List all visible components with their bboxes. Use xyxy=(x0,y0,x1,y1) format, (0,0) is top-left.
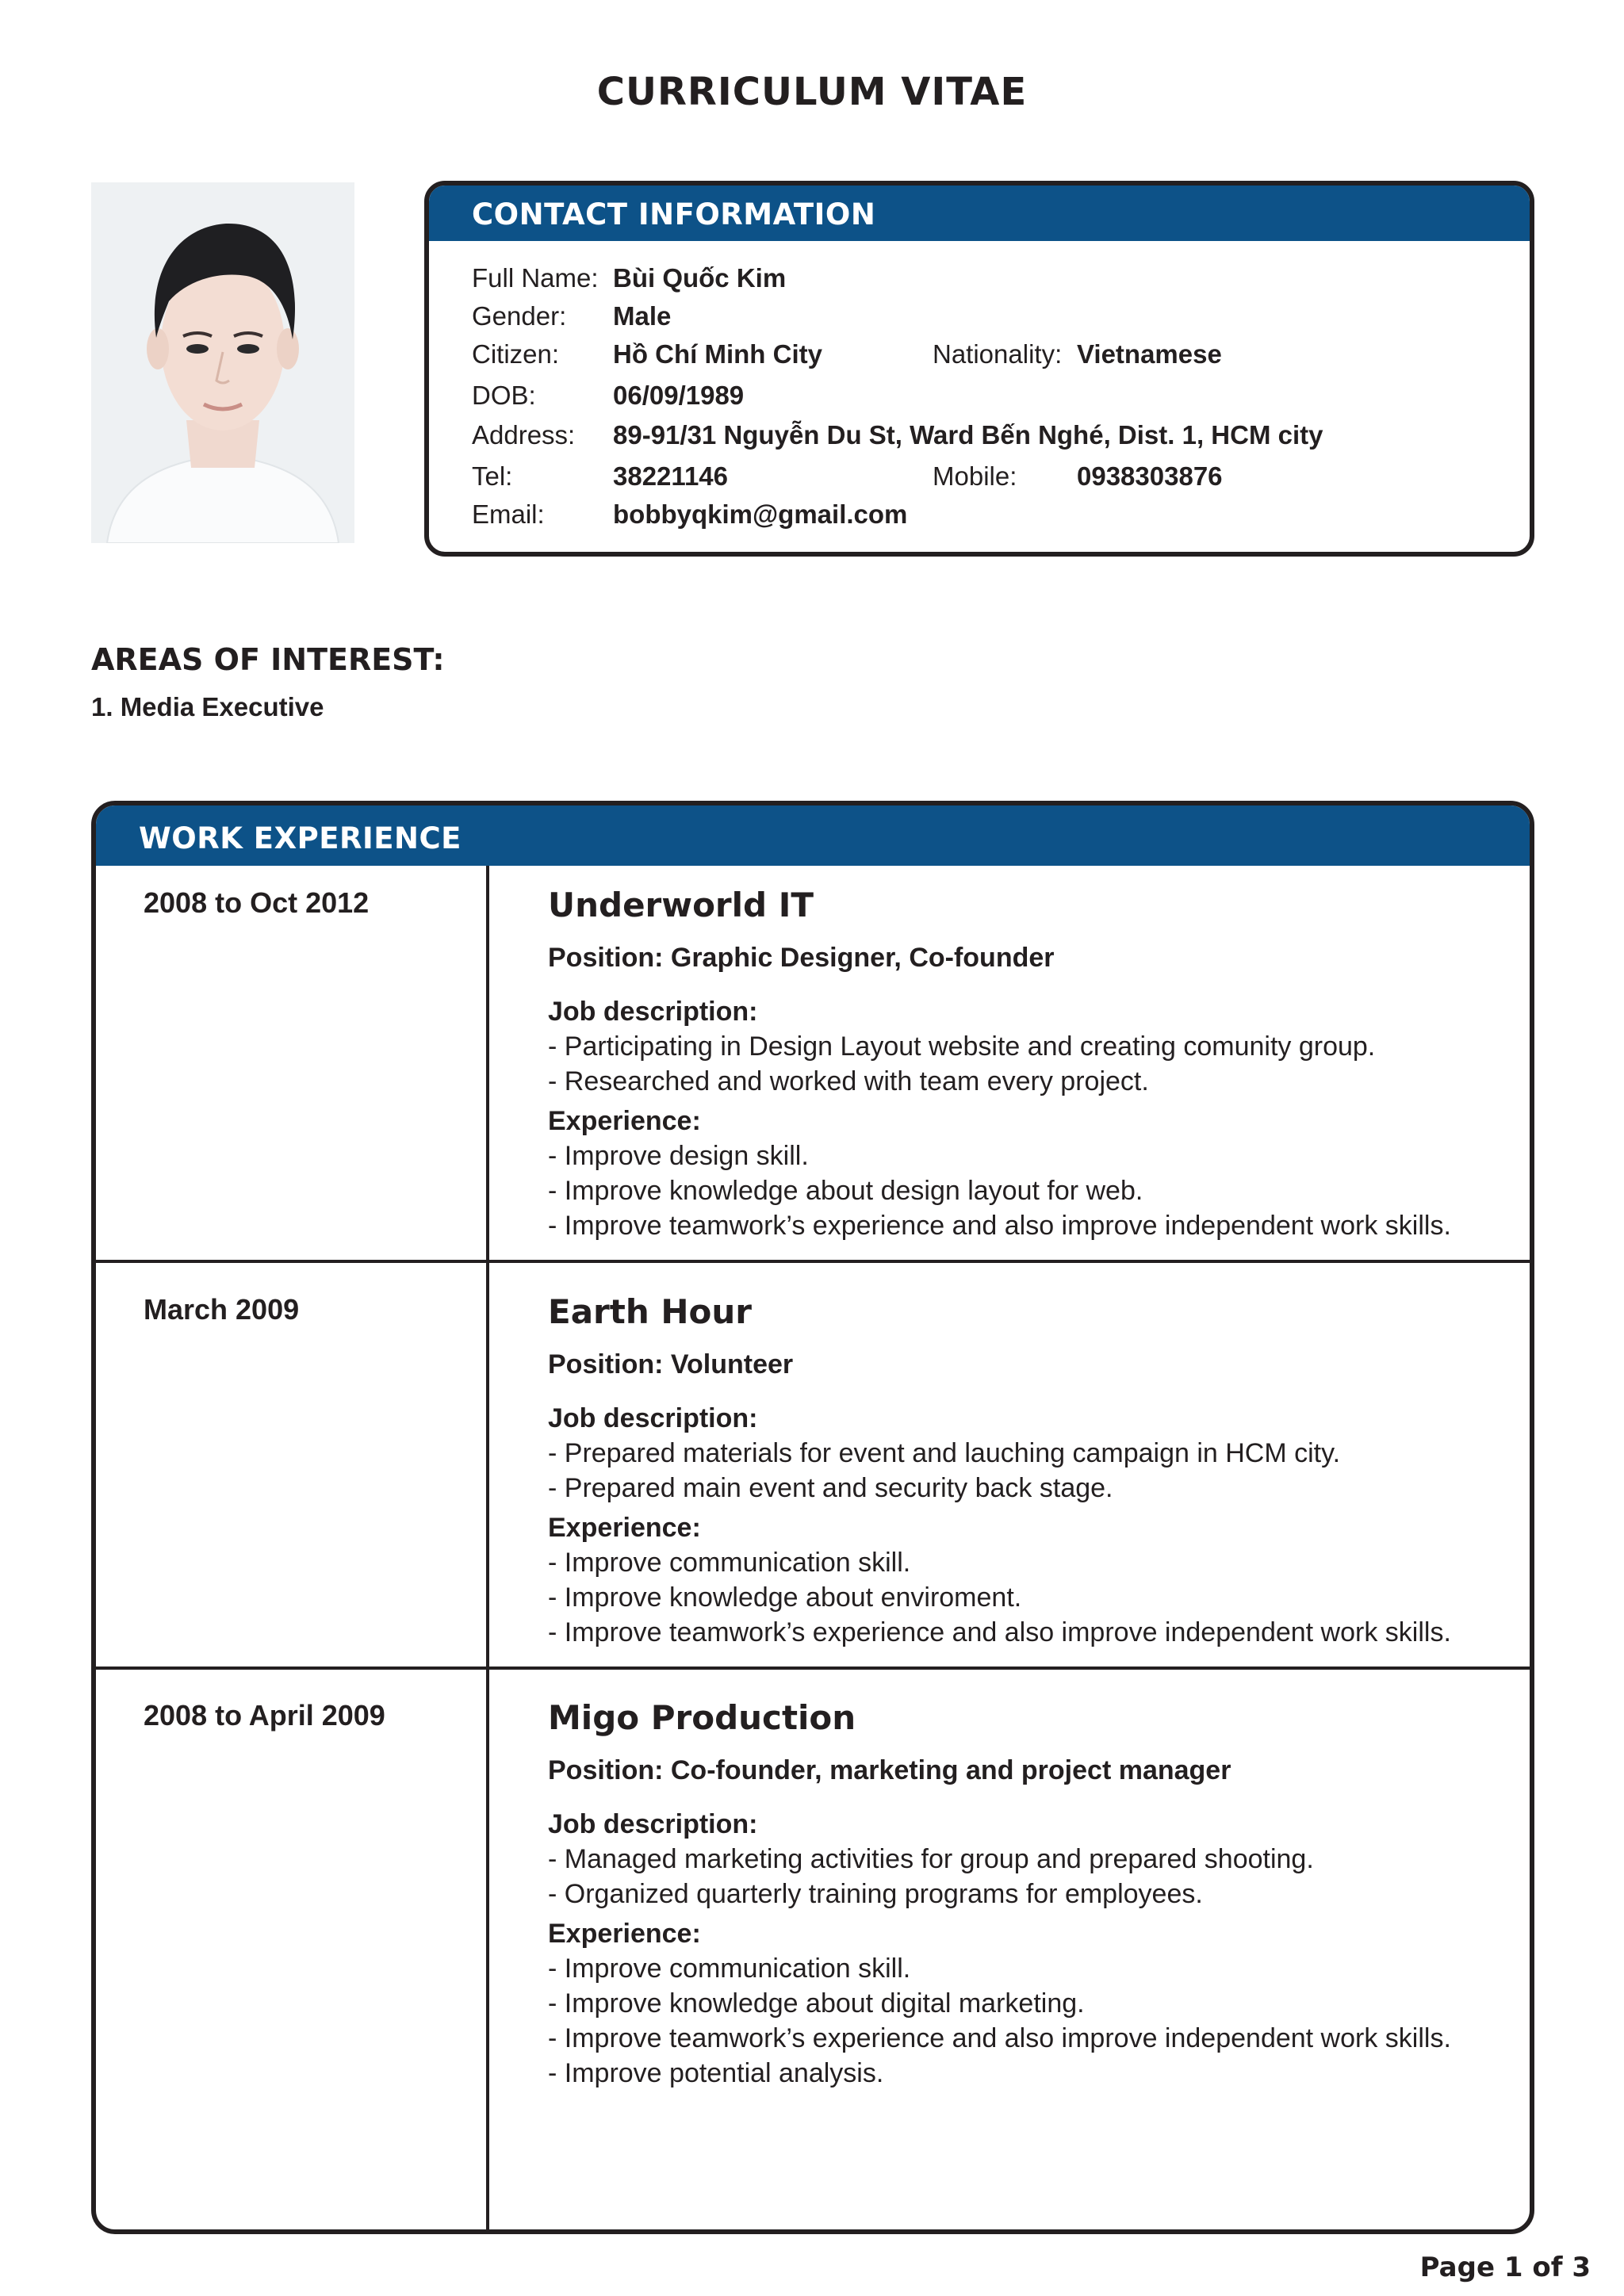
contact-information-box xyxy=(424,181,1534,557)
company-name: Earth Hour xyxy=(548,1292,752,1331)
experience-line: - Improve teamwork’s experience and also improve independent work skills. xyxy=(548,1211,1451,1241)
interest-item: 1. Media Executive xyxy=(91,692,324,721)
experience-line: - Improve communication skill. xyxy=(548,1548,911,1578)
company-name: Migo Production xyxy=(548,1698,856,1737)
experience-line: - Improve teamwork’s experience and also improve independent work skills. xyxy=(548,1617,1451,1647)
work-experience-box xyxy=(91,801,1534,2234)
company-name: Underworld IT xyxy=(548,886,814,924)
citizen-label: Citizen: xyxy=(472,339,560,369)
entry-content xyxy=(548,886,1514,1243)
mobile-label: Mobile: xyxy=(933,461,1017,491)
job-description-line: - Researched and worked with team every project. xyxy=(548,1066,1149,1096)
citizen-value: Hồ Chí Minh City xyxy=(613,339,822,369)
job-description-line: - Prepared main event and security back stage. xyxy=(548,1473,1113,1503)
position: Position: Volunteer xyxy=(548,1349,794,1380)
contact-information-header: CONTACT INFORMATION xyxy=(429,186,1530,241)
tel-value: 38221146 xyxy=(613,461,729,491)
entry-content xyxy=(548,1293,1514,1650)
nationality-value: Vietnamese xyxy=(1077,339,1222,369)
address-label: Address: xyxy=(472,420,576,450)
experience-label: Experience: xyxy=(548,1106,701,1136)
full-name-value: Bùi Quốc Kim xyxy=(613,263,787,293)
job-description-label: Job description: xyxy=(548,1809,758,1839)
experience-line: - Improve design skill. xyxy=(548,1141,809,1171)
experience-line: - Improve knowledge about enviroment. xyxy=(548,1582,1022,1613)
document-title: CURRICULUM VITAE xyxy=(596,70,1028,114)
entry-date: 2008 to Oct 2012 xyxy=(144,886,370,919)
dob-label: DOB: xyxy=(472,381,536,410)
job-description-label: Job description: xyxy=(548,997,758,1027)
job-description-line: - Managed marketing activities for group and prepared shooting. xyxy=(548,1844,1314,1874)
areas-of-interest-heading: AREAS OF INTEREST: xyxy=(91,642,445,677)
experience-label: Experience: xyxy=(548,1513,701,1543)
job-description-label: Job description: xyxy=(548,1403,758,1433)
gender-label: Gender: xyxy=(472,301,567,331)
email-label: Email: xyxy=(472,499,545,529)
job-description-line: - Organized quarterly training programs for employees. xyxy=(548,1879,1203,1909)
experience-line: - Improve knowledge about digital marketing. xyxy=(548,1988,1085,2019)
column-divider xyxy=(486,866,489,2229)
full-name-label: Full Name: xyxy=(472,263,599,293)
mobile-value: 0938303876 xyxy=(1077,461,1223,491)
experience-label: Experience: xyxy=(548,1919,701,1949)
work-experience-header: WORK EXPERIENCE xyxy=(96,806,1530,866)
tel-label: Tel: xyxy=(472,461,513,491)
entry-date: 2008 to April 2009 xyxy=(144,1699,385,1732)
experience-line: - Improve teamwork’s experience and also improve independent work skills. xyxy=(548,2023,1451,2053)
experience-line: - Improve knowledge about design layout for web. xyxy=(548,1176,1143,1206)
portrait-image xyxy=(91,182,354,543)
experience-line: - Improve communication skill. xyxy=(548,1954,911,1984)
job-description-line: - Participating in Design Layout website and creating comunity group. xyxy=(548,1031,1376,1062)
entry-date: March 2009 xyxy=(144,1293,300,1326)
page-number: Page 1 of 3 xyxy=(1419,2252,1591,2283)
address-value: 89-91/31 Nguyễn Du St, Ward Bến Nghé, Dist. 1, HCM city xyxy=(613,420,1323,450)
position: Position: Graphic Designer, Co-founder xyxy=(548,943,1055,973)
row-divider xyxy=(96,1667,1530,1670)
job-description-line: - Prepared materials for event and lauching campaign in HCM city. xyxy=(548,1438,1341,1468)
experience-line: - Improve potential analysis. xyxy=(548,2058,884,2088)
gender-value: Male xyxy=(613,301,672,331)
dob-value: 06/09/1989 xyxy=(613,381,745,410)
nationality-label: Nationality: xyxy=(933,339,1063,369)
entry-content xyxy=(548,1699,1514,2091)
profile-photo xyxy=(91,182,354,543)
row-divider xyxy=(96,1260,1530,1263)
position: Position: Co-founder, marketing and project manager xyxy=(548,1755,1231,1785)
email-value: bobbyqkim@gmail.com xyxy=(613,499,908,529)
